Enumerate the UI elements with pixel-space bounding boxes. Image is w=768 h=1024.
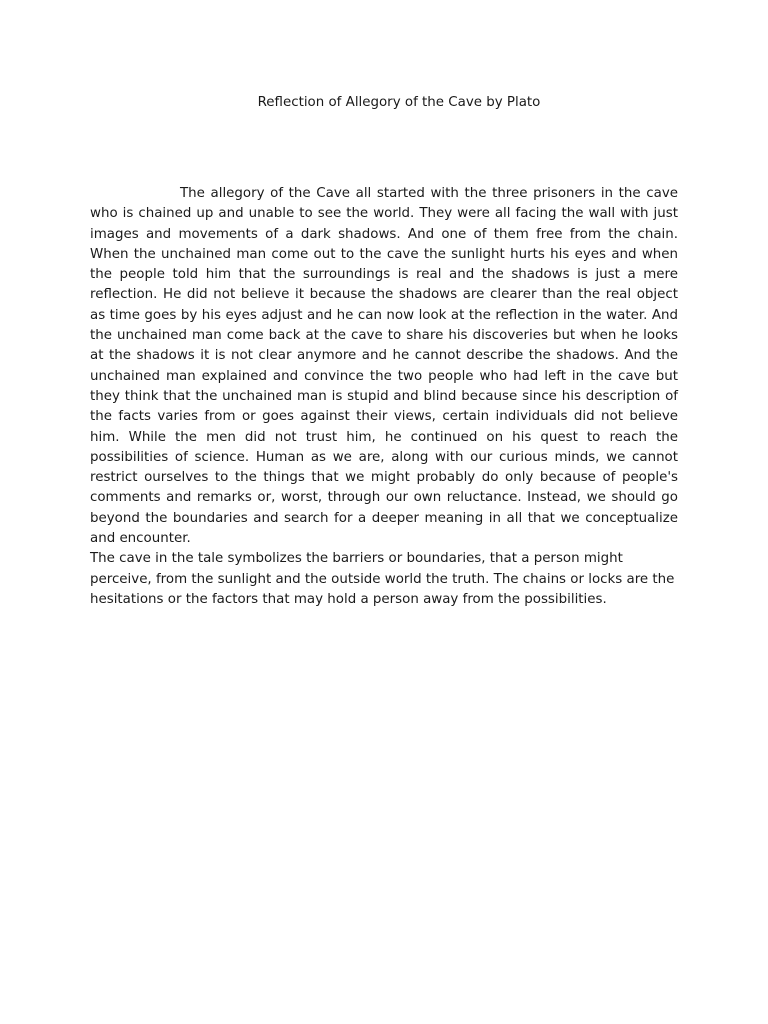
document-body	[90, 184, 678, 610]
paragraph-allegory-summary: The allegory of the Cave all started with the three prisoners in the cave who is chained up and unable to see the world. They were all facing the wall with just images and movements of a dark shadows. And one of them free from the chain. When the unchained man come out to the cave the sunlight hurts his eyes and when the people told him that the surroundings is real and the shadows is just a mere reflection. He did not believe it because the shadows are clearer than the real object as time goes by his eyes adjust and he can now look at the reflection in the water. And the unchained man come back at the cave to share his discoveries but when he looks at the shadows it is not clear anymore and he cannot describe the shadows. And the unchained man explained and convince the two people who had left in the cave but they think that the unchained man is stupid and blind because since his description of the facts varies from or goes against their views, certain individuals did not believe him. While the men did not trust him, he continued on his quest to reach the possibilities of science. Human as we are, along with our curious minds, we cannot restrict ourselves to the things that we might probably do only because of people's comments and remarks or, worst, through our own reluctance. Instead, we should go beyond the boundaries and search for a deeper meaning in all that we conceptualize and encounter.	[90, 186, 678, 547]
document-title: Reflection of Allegory of the Cave by Plato	[257, 95, 541, 110]
paragraph-cave-symbolism: The cave in the tale symbolizes the barriers or boundaries, that a person might perceive, from the sunlight and the outside world the truth. The chains or locks are the hesitations or the factors that may hold a person away from the possibilities.	[90, 551, 675, 607]
